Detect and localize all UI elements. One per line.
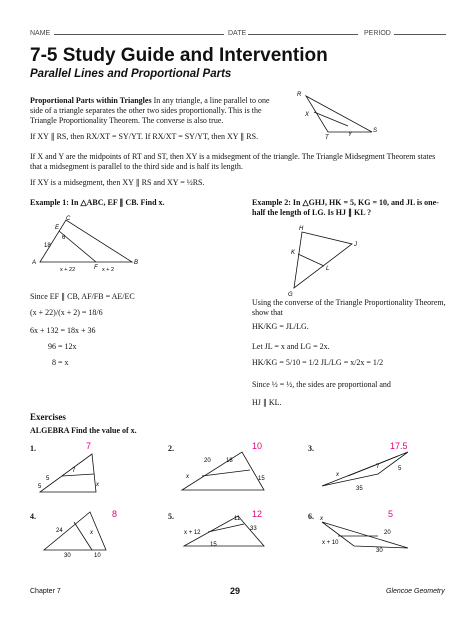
period-label: PERIOD — [364, 30, 391, 37]
midsegment-text: If X and Y are the midpoints of RT and ST, then XY is a midsegment of the triangle. The Triangle Midsegment Theorem states that a midsegment is parallel to the third side and is half its length. — [30, 152, 436, 171]
exercise-2-number: 2. — [168, 444, 174, 453]
exercise-6-number: 6. — [308, 512, 314, 521]
svg-text:x + 12: x + 12 — [184, 530, 201, 536]
section-heading: Proportional Parts within Triangles — [30, 96, 152, 105]
name-label: NAME — [30, 30, 51, 37]
svg-text:Y: Y — [348, 132, 353, 138]
exercise-1-answer: 7 — [86, 441, 92, 451]
footer-chapter: Chapter 7 — [30, 588, 61, 595]
svg-text:x: x — [320, 516, 323, 522]
svg-text:F: F — [94, 265, 98, 271]
svg-text:X: X — [305, 112, 310, 118]
exercise-4-figure — [40, 508, 112, 558]
example2-conclusion: HJ ∥ KL. — [252, 398, 282, 407]
midsegment-formula: If XY is a midsegment, then XY ∥ RS and XY = ½RS. — [30, 178, 205, 187]
svg-text:A: A — [32, 260, 37, 266]
svg-text:T: T — [325, 135, 329, 140]
svg-text:R: R — [297, 92, 302, 98]
triangle-rst-figure — [292, 88, 382, 140]
svg-text:L: L — [326, 266, 330, 272]
svg-text:11: 11 — [234, 516, 241, 522]
exercise-5-answer: 12 — [252, 509, 263, 519]
svg-text:E: E — [55, 225, 60, 231]
svg-text:5: 5 — [46, 476, 50, 482]
svg-text:15: 15 — [210, 542, 217, 548]
exercises-heading: Exercises — [30, 412, 66, 422]
exercise-6-answer: 5 — [388, 509, 394, 519]
exercises-instruction: ALGEBRA Find the value of x. — [30, 426, 137, 435]
example1-figure — [32, 214, 142, 274]
date-line — [248, 34, 358, 35]
example2-figure — [282, 222, 362, 296]
svg-text:33: 33 — [250, 526, 257, 532]
svg-text:24: 24 — [56, 528, 63, 534]
example2-ratio: HK/KG = JL/LG. — [252, 322, 309, 331]
svg-text:x + 22: x + 22 — [60, 267, 76, 273]
example2-intro: Using the converse of the Triangle Proportionality Theorem, show that — [252, 298, 446, 317]
svg-text:15: 15 — [258, 476, 265, 482]
svg-text:H: H — [299, 226, 304, 232]
svg-text:B: B — [134, 260, 139, 266]
svg-text:G: G — [288, 292, 293, 296]
example1-since: Since EF ∥ CB, AF/FB = AE/EC — [30, 292, 135, 301]
example1-step-3: 96 = 12x — [48, 342, 77, 351]
svg-text:6: 6 — [62, 235, 66, 241]
section-intro — [30, 96, 278, 126]
name-line — [54, 34, 224, 35]
svg-text:C: C — [66, 216, 71, 222]
exercise-2-answer: 10 — [252, 441, 263, 451]
theorem-if-line: If XY ∥ RS, then RX/XT = SY/YT. If RX/XT = SY/YT, then XY ∥ RS. — [30, 132, 259, 141]
svg-text:18: 18 — [44, 243, 51, 249]
svg-text:x: x — [90, 530, 93, 536]
date-label: DATE — [228, 30, 247, 37]
svg-text:x: x — [186, 474, 189, 480]
svg-text:7: 7 — [376, 464, 380, 470]
section-text: In any triangle, a line parallel to one side of a triangle separates the other two sides proportionally. This is the Triangle Proportionality Theorem. The converse is also true. — [30, 96, 270, 125]
svg-text:7: 7 — [72, 468, 76, 474]
svg-text:J: J — [354, 242, 357, 248]
footer-publisher: Glencoe Geometry — [386, 588, 445, 595]
example1-step-4: 8 = x — [52, 358, 69, 367]
svg-text:20: 20 — [204, 458, 211, 464]
example2-calc: HK/KG = 5/10 = 1/2 JL/LG = x/2x = 1/2 — [252, 358, 384, 367]
svg-text:10: 10 — [94, 553, 101, 558]
example1-step-1: (x + 22)/(x + 2) = 18/6 — [30, 308, 103, 317]
svg-text:x: x — [336, 472, 339, 478]
example2-since: Since ½ = ½, the sides are proportional and — [252, 380, 391, 389]
exercise-3-answer: 17.5 — [390, 441, 408, 451]
svg-text:20: 20 — [384, 530, 391, 536]
example2-let: Let JL = x and LG = 2x. — [252, 342, 330, 351]
exercise-3-figure — [318, 446, 414, 494]
svg-text:30: 30 — [64, 553, 71, 558]
footer-page-number: 29 — [230, 586, 241, 596]
svg-text:x + 10: x + 10 — [322, 540, 339, 546]
page-title: 7-5 Study Guide and Intervention — [30, 45, 328, 66]
svg-text:x: x — [96, 482, 99, 488]
svg-text:5: 5 — [398, 466, 402, 472]
svg-text:30: 30 — [376, 548, 383, 552]
exercise-6-figure — [318, 512, 414, 552]
exercise-2-figure — [178, 446, 268, 496]
exercise-5-figure — [180, 512, 270, 552]
svg-text:18: 18 — [226, 458, 233, 464]
svg-text:5: 5 — [38, 484, 42, 490]
exercise-1-figure — [34, 448, 104, 496]
example1-step-2: 6x + 132 = 18x + 36 — [30, 326, 96, 335]
svg-text:S: S — [373, 128, 378, 134]
svg-text:35: 35 — [356, 486, 363, 492]
example2-heading: Example 2: In △GHJ, HK = 5, KG = 10, and JL is one-half the length of LG. Is HJ ∥ KL ? — [252, 198, 439, 217]
exercise-1-number: 1. — [30, 444, 36, 453]
exercise-4-answer: 8 — [112, 509, 118, 519]
example1-heading: Example 1: In △ABC, EF ∥ CB. Find x. — [30, 198, 165, 207]
svg-text:K: K — [291, 250, 296, 256]
svg-text:x + 2: x + 2 — [102, 267, 115, 273]
exercise-4-number: 4. — [30, 512, 36, 521]
exercise-5-number: 5. — [168, 512, 174, 521]
page-subtitle: Parallel Lines and Proportional Parts — [30, 68, 232, 80]
exercise-3-number: 3. — [308, 444, 314, 453]
period-line — [394, 34, 446, 35]
